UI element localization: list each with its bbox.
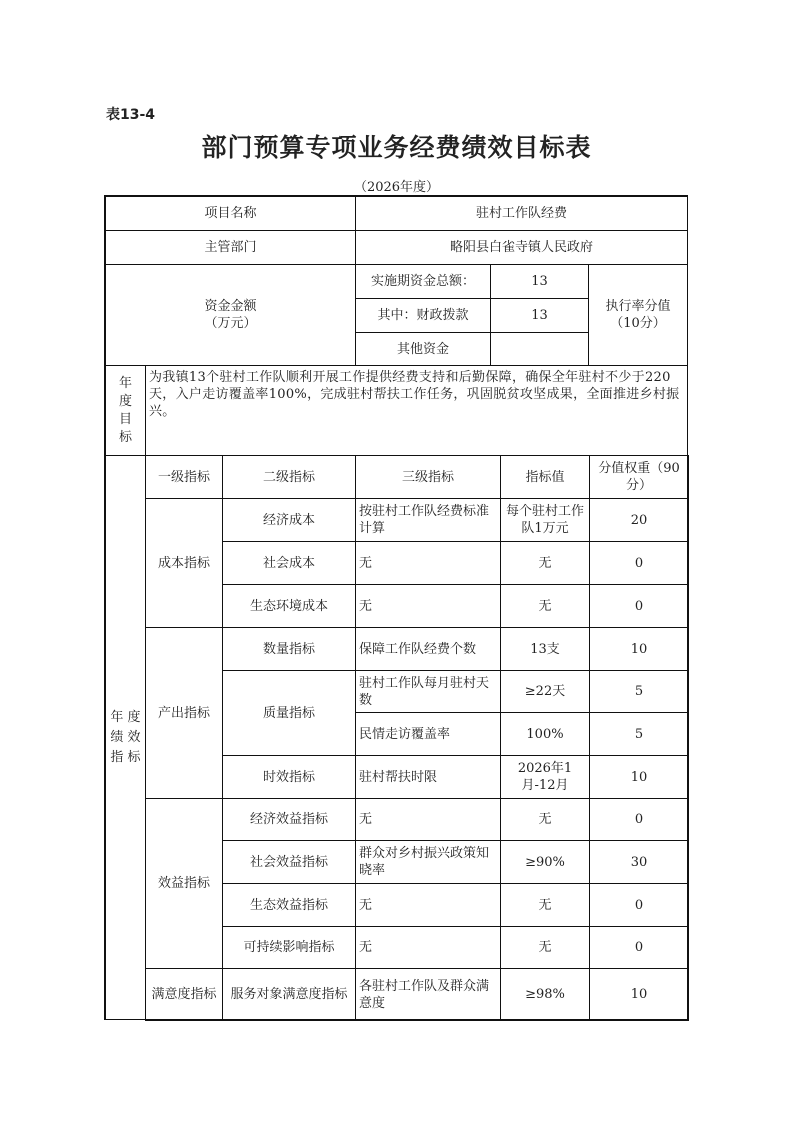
other-label: 其他资金: [355, 332, 491, 366]
other-value: [490, 332, 589, 366]
level-3-indicator: 驻村工作队每月驻村天数: [355, 670, 501, 713]
indicator-weight: 0: [589, 926, 689, 969]
level-1-indicator: 成本指标: [145, 498, 223, 628]
indicator-weight: 5: [589, 712, 689, 756]
level-1-indicator: 效益指标: [145, 798, 223, 969]
indicator-weight: 0: [589, 584, 689, 628]
weight-header: 分值权重（90分）: [589, 455, 689, 499]
level-3-indicator: 各驻村工作队及群众满意度: [355, 968, 501, 1021]
indicator-value: 13支: [500, 627, 590, 671]
project-name: 驻村工作队经费: [355, 196, 688, 231]
level-3-indicator: 无: [355, 798, 501, 841]
indicator-value: ≥90%: [500, 840, 590, 884]
level-2-indicator: 时效指标: [222, 755, 356, 799]
indicator-value: 100%: [500, 712, 590, 756]
dept: 略阳县白雀寺镇人民政府: [355, 230, 688, 265]
goal-text: 为我镇13个驻村工作队顺利开展工作提供经费支持和后勤保障，确保全年驻村不少于220天，入户走访覆盖率100%，完成驻村帮扶工作任务，巩固脱贫攻坚成果，全面推进乡村振兴。: [145, 365, 688, 456]
indicator-weight: 0: [589, 541, 689, 585]
table-label: 表13-4: [106, 107, 156, 123]
level-3-indicator: 按驻村工作队经费标准计算: [355, 498, 501, 542]
level-3-indicator: 民情走访覆盖率: [355, 712, 501, 756]
level-2-header: 二级指标: [222, 455, 356, 499]
level-2-indicator: 数量指标: [222, 627, 356, 671]
indicator-weight: 10: [589, 755, 689, 799]
level-3-indicator: 无: [355, 926, 501, 969]
level-2-indicator: 生态环境成本: [222, 584, 356, 628]
level-2-indicator: 社会效益指标: [222, 840, 356, 884]
funds-label: [105, 264, 356, 366]
level-2-indicator: 经济效益指标: [222, 798, 356, 841]
project-name-label: 项目名称: [105, 196, 356, 231]
level-2-indicator: 服务对象满意度指标: [222, 968, 356, 1021]
value-header: 指标值: [500, 455, 590, 499]
level-2-indicator: 可持续影响指标: [222, 926, 356, 969]
funds-label-text: 资金金额: [204, 299, 257, 314]
indicator-weight: 20: [589, 498, 689, 542]
indicator-value: 无: [500, 883, 590, 927]
page-title: 部门预算专项业务经费绩效目标表: [201, 133, 592, 162]
indicator-weight: 30: [589, 840, 689, 884]
indicator-value: 无: [500, 541, 590, 585]
rate-cell: [588, 264, 688, 366]
fiscal-value: 13: [490, 298, 589, 333]
level-2-indicator: 经济成本: [222, 498, 356, 542]
level-1-indicator: 满意度指标: [145, 968, 223, 1021]
level-3-indicator: 群众对乡村振兴政策知晓率: [355, 840, 501, 884]
total-label: 实施期资金总额：: [355, 264, 491, 299]
level-3-indicator: 无: [355, 584, 501, 628]
level-2-indicator: 生态效益指标: [222, 883, 356, 927]
funds-unit: （万元）: [204, 316, 257, 331]
indicator-value: 2026年1月-12月: [500, 755, 590, 799]
level-1-header: 一级指标: [145, 455, 223, 499]
level-2-indicator: 质量指标: [222, 670, 356, 756]
year-label: （2026年度）: [353, 180, 440, 195]
indicator-value: 无: [500, 798, 590, 841]
level-3-indicator: 驻村帮扶时限: [355, 755, 501, 799]
indicators-label: 年 度 绩 效 指 标: [105, 455, 146, 1020]
indicator-value: ≥22天: [500, 670, 590, 713]
level-3-indicator: 保障工作队经费个数: [355, 627, 501, 671]
indicator-value: 无: [500, 584, 590, 628]
indicator-weight: 10: [589, 968, 689, 1021]
indicator-value: 每个驻村工作队1万元: [500, 498, 590, 542]
rate-score: （10分）: [610, 316, 666, 331]
indicator-value: 无: [500, 926, 590, 969]
dept-label: 主管部门: [105, 230, 356, 265]
fiscal-label: 其中：财政拨款: [355, 298, 491, 333]
indicator-value: ≥98%: [500, 968, 590, 1021]
level-2-indicator: 社会成本: [222, 541, 356, 585]
level-1-indicator: 产出指标: [145, 627, 223, 799]
indicator-weight: 0: [589, 883, 689, 927]
level-3-header: 三级指标: [355, 455, 501, 499]
level-3-indicator: 无: [355, 883, 501, 927]
rate-label: 执行率分值: [605, 299, 671, 314]
indicator-weight: 0: [589, 798, 689, 841]
indicator-weight: 10: [589, 627, 689, 671]
goal-label: 年度目标: [105, 365, 146, 456]
level-3-indicator: 无: [355, 541, 501, 585]
total-value: 13: [490, 264, 589, 299]
indicator-weight: 5: [589, 670, 689, 713]
